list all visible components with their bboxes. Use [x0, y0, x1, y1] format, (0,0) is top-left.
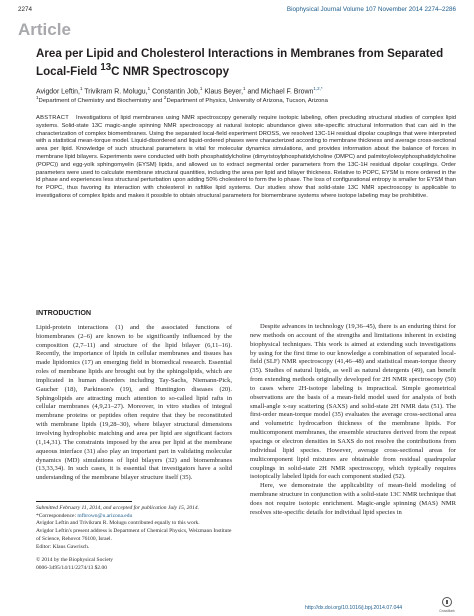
running-header — [18, 6, 456, 18]
abstract — [36, 115, 456, 201]
editor-note: Editor: Klaus Gawrisch. — [36, 543, 90, 550]
journal-citation-line: Biophysical Journal Volume 107 November 2014 2274–2286 — [286, 6, 456, 13]
issn-note: 0006-3495/14/11/2274/13 $2.00 — [36, 564, 107, 571]
author-affil-sup: 1 — [243, 86, 246, 91]
section-heading-introduction: INTRODUCTION — [36, 308, 92, 317]
doi-link[interactable]: http://dx.doi.org/10.1016/j.bpj.2014.07.044 — [305, 605, 403, 611]
equal-contribution-note: Avigdor Leftin and Trivikram R. Molugu contributed equally to this work. — [36, 520, 200, 527]
affiliations — [36, 94, 456, 105]
article-title — [36, 47, 444, 79]
title-line-2-pre: Local-Field — [36, 64, 101, 78]
author-affil-sup: 1 — [79, 86, 83, 91]
affiliation-1: Department of Chemistry and Biochemistry and — [38, 97, 164, 104]
author-name: and Michael F. Brown — [247, 88, 314, 96]
submitted-note: Submitted February 11, 2014, and accepted for publication July 15, 2014. — [36, 505, 200, 511]
copyright-note: © 2014 by the Biophysical Society — [36, 557, 114, 564]
crossmark-label: CrossMark — [439, 609, 455, 613]
crossmark-badge[interactable] — [434, 597, 460, 615]
present-address-note: Avigdor Leftin's present address is Department of Chemical Physics, Weizmann Institute of Science, Rehovot 76100, Israel. — [36, 528, 232, 542]
author-affil-sup-corresponding[interactable]: 1,2,* — [313, 86, 323, 91]
author-name: Constantin Job, — [152, 88, 200, 96]
body-column-left — [36, 309, 232, 483]
correspondence-email-link[interactable]: mfbrown@u.arizona.edu — [77, 512, 133, 519]
crossmark-icon — [442, 597, 452, 607]
footnote-divider — [36, 501, 132, 502]
affil-sup: 2 — [163, 95, 167, 100]
title-line-1: Area per Lipid and Cholesterol Interactions in Membranes from Separated — [36, 47, 444, 60]
intro-paragraph-3: Here, we demonstrate the applicability of mean-field modeling of membrane structure in conjunction with a solid-state 13C NMR technique that does not require isotopic enrichment. Magic-angle spinning (MAS) NMR resolves site-specific details for individual lipid species in — [250, 482, 456, 516]
abstract-text: Investigations of lipid membranes using NMR spectroscopy generally require isotopic labeling, often precluding structural studies of complex lipid systems. Solid-state 13C magic-angle spinning NMR spectroscopy at natural isotopic abundance gives site-specific structural information that can aid in the characterization of complex biomembranes. Using the separated local-field experiment DROSS, we resolved 13C-1H residual dipolar couplings that were interpreted with a statistical mean-torque model. Liquid-disordered and liquid-ordered phases were characterized according to membrane thickness and average cross-sectional area per lipid. Knowledge of such structural parameters is vital for molecular dynamics simulations, and provides information about the balance of forces in membrane lipid bilayers. Experiments were conducted with both phosphatidylcholine (dimyristoylphosphatidylcholine (DMPC) and palmitoyloleoylphosphatidylcholine (POPC)) and egg-yolk sphingomyelin (EYSM) lipids, and allowed us to extract segmental order parameters from the 13C-1H residual dipolar couplings. Order parameters were used to calculate membrane structural quantities, including the area per lipid and bilayer thickness. Relative to POPC, EYSM is more ordered in the ld phase and experiences less structural perturbation upon adding 50% cholesterol to form the lo phase. The loss of configurational entropy is smaller for EYSM than for POPC, thus favoring its interaction with cholesterol in raftlike lipid systems. Our studies show that solid-state 13C NMR spectroscopy is applicable to investigations of complex lipids and makes it possible to obtain structural parameters for biomembrane systems where isotope labeling may be prohibitive. — [36, 115, 457, 199]
affil-sup: 1 — [36, 95, 39, 100]
footnotes — [36, 505, 236, 573]
author-name: Avigdor Leftin, — [36, 88, 80, 96]
title-line-2-post: C NMR Spectroscopy — [111, 64, 230, 78]
abstract-label: ABSTRACT — [36, 115, 70, 121]
title-isotope-sup: 13 — [100, 62, 112, 73]
correspondence-label: *Correspondence: — [36, 512, 78, 519]
author-affil-sup: 1 — [147, 86, 151, 91]
page-number: 2274 — [18, 6, 33, 13]
author-name: Trivikram R. Molugu, — [84, 88, 148, 96]
article-type-label: Article — [18, 20, 71, 39]
author-affil-sup: 1 — [199, 86, 203, 91]
affiliation-2: Department of Physics, University of Arizona, Tucson, Arizona — [166, 97, 328, 104]
body-column-right — [250, 323, 456, 518]
intro-paragraph-2: Despite advances in technology (19,36–45), there is an enduring thirst for new methods on account of the strengths and limitations inherent in existing biophysical techniques. This work is aimed at extending such investigations by using for the first time to our knowledge a combination of separated local-field (SLF) NMR spectroscopy (41,46–48) and statistical mean-torque theory (35). Studies of natural lipids, as well as natural detergents (49), can benefit from extending methods originally developed for 2H NMR spectroscopy (50) to cases where 2H-isotope labeling is impractical. Simple geometrical observations are the basis of a mean-field model used for analysis of both small-angle x-ray scattering (SAXS) and solid-state 2H NMR data (51). The first-order mean-torque model (35) evaluates the average cross-sectional area and volumetric hydrocarbon thickness of the membrane lipids. For multicomponent membranes, the ensemble structures derived from the repeat spacings or electron densities in SAXS do not resolve the contributions from individual lipid species. However, average cross-sectional areas for multicomponent lipid mixtures are obtainable from residual quadrupolar couplings in solid-state 2H NMR spectroscopy, which typically requires isotopically labeled lipids for each component studied (52). — [250, 323, 456, 481]
intro-paragraph-1: Lipid-protein interactions (1) and the associated functions of biomembranes (2–6) are known to be significantly influenced by the composition (2,7–11) and structure of the lipid bilayer (6,11–16). Recently, the importance of lipids in cellular membranes and tissues has made lipidomics (17) an emerging field in biomedical research. Essential roles of membrane lipids are brought out by the sphingolipids, which are implicated in human disorders including Tay-Sachs, Niemann-Pick, Gaucher (18), Parkinson's (19), and Huntington diseases (20). Sphingolipids are attracting much attention to so-called lipid rafts in cellular membranes (4,9,21–27). Moreover, in vitro studies of integral membrane proteins or peptides often require that they be reconstituted with membrane lipids (19,28–30), where bilayer structural dimensions involving hydrophobic matching and area per lipid are significant factors (1,14,31). The constraints imposed by the area per lipid at the membrane aqueous interface (31) also play an important part in validating molecular dynamics (MD) simulations of lipid bilayers (32) and biomembranes (13,33,34). In such cases, it is essential that investigators have a solid understanding of the membrane bilayer structure itself (35). — [36, 323, 232, 482]
author-name: Klaus Beyer, — [204, 88, 244, 96]
